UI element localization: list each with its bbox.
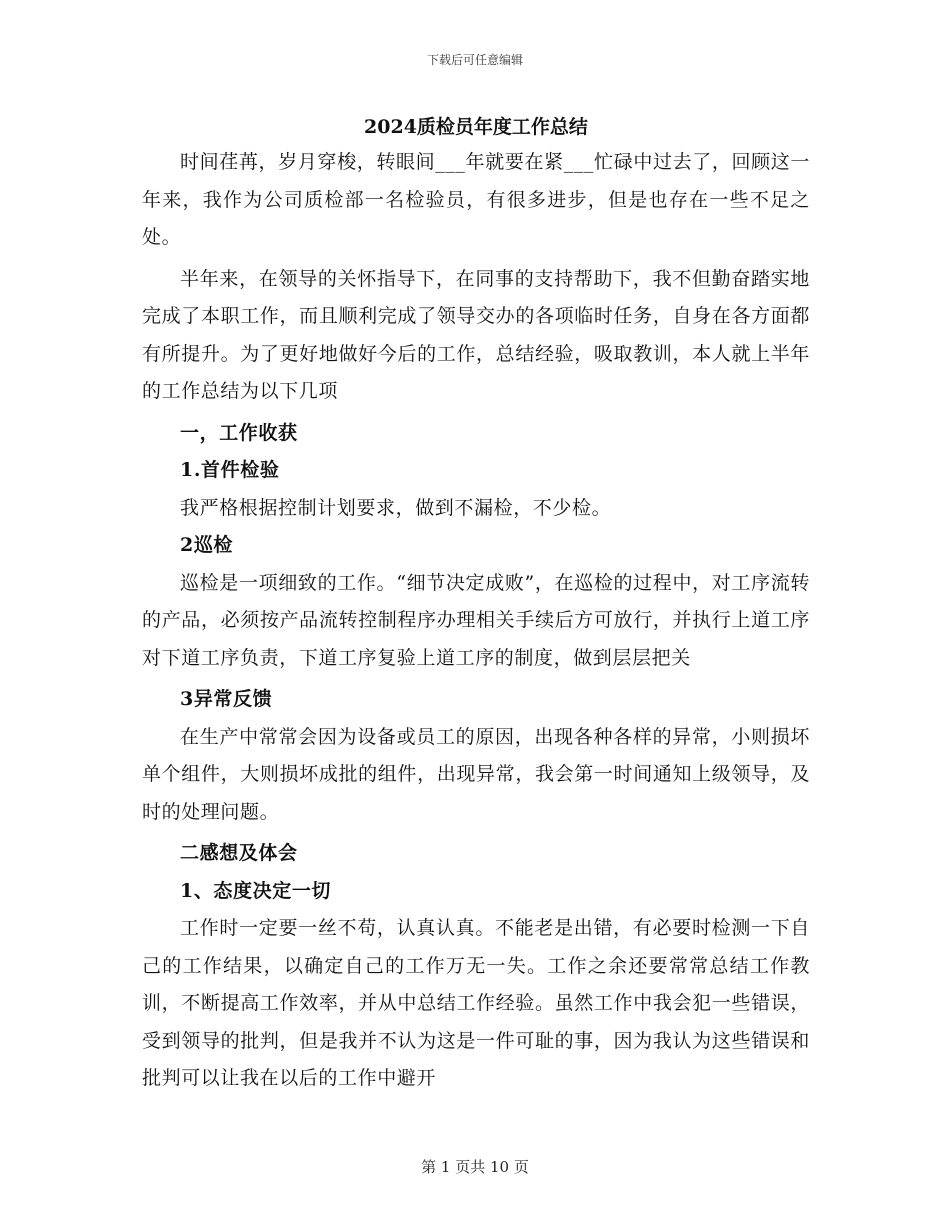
section-heading-reflections: 二感想及体会 xyxy=(180,842,298,864)
page-footer: 第 1 页共 10 页 xyxy=(421,1158,529,1176)
paragraph-patrol: 巡检是一项细致的工作。“细节决定成败”，在巡检的过程中，对工序流转的产品，必须按产品流转控制程序办理相关手续后方可放行，并执行上道工序对下道工序负责，下道工序复验上道工序的制度，做到层层把关 xyxy=(142,571,810,669)
page-header: 下载后可任意编辑 xyxy=(426,53,523,67)
document-title: 2024质检员年度工作总结 xyxy=(364,116,588,138)
subheading-first-article-inspection: 1.首件检验 xyxy=(180,459,280,481)
subheading-patrol-inspection: 2巡检 xyxy=(180,534,234,556)
subheading-anomaly-feedback: 3异常反馈 xyxy=(180,688,273,710)
paragraph-intro: 时间荏苒，岁月穿梭，转眼间___年就要在紧___忙碌中过去了，回顾这一年来，我作为公司质检部一名检验员，有很多进步，但是也存在一些不足之处。 xyxy=(142,151,810,248)
paragraph-anomaly: 在生产中常常会因为设备或员工的原因，出现各种各样的异常，小则损坏单个组件，大则损坏成批的组件，出现异常，我会第一时间通知上级领导，及时的处理问题。 xyxy=(142,725,810,823)
document-body xyxy=(142,110,810,1098)
section-heading-gains: 一，工作收获 xyxy=(180,421,298,444)
subheading-attitude: 1、态度决定一切 xyxy=(180,879,332,902)
paragraph-attitude: 工作时一定要一丝不苟，认真认真。不能老是出错，有必要时检测一下自己的工作结果，以确定自己的工作万无一失。工作之余还要常常总结工作教训，不断提高工作效率，并从中总结工作经验。虽然工作中我会犯一些错误，受到领导的批判，但是我并不认为这是一件可耻的事，因为我认为这些错误和批判可以让我在以后的工作中避开 xyxy=(142,917,810,1089)
paragraph-first-article: 我严格根据控制计划要求，做到不漏检，不少检。 xyxy=(180,496,612,519)
paragraph-half-year: 半年来，在领导的关怀指导下，在同事的支持帮助下，我不但勤奋踏实地完成了本职工作，而且顺利完成了领导交办的各项临时任务，自身在各方面都有所提升。为了更好地做好今后的工作，总结经验，吸取教训，本人就上半年的工作总结为以下几项 xyxy=(142,267,810,402)
